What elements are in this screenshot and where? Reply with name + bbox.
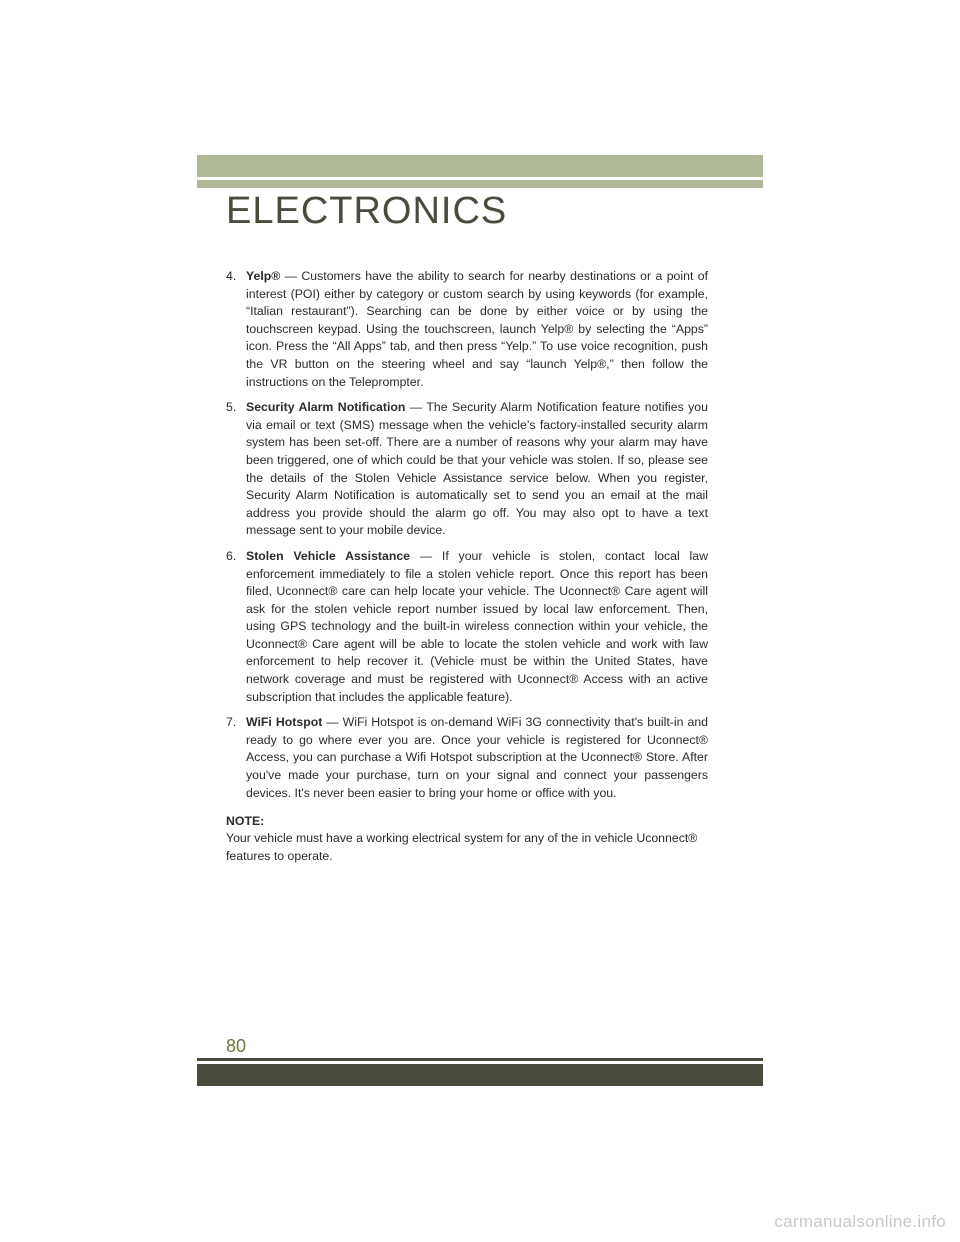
item-description: — Customers have the ability to search for nearby destinations or a point of interest (POI) either by category or custom search by using keywords (for example, “Italian restaurant”). Searching can be done by either voice or by using the touchscreen keypad. Using the touchscreen, launch Yelp® by selecting the “Apps” icon. Press the “All Apps” tab, and then press “Yelp.” To use voice recognition, push the VR button on the steering wheel and say “launch Yelp®,” then follow the instructions on the Teleprompter. [246, 269, 708, 389]
footer-rule [197, 1058, 763, 1061]
item-number: 5. [226, 400, 237, 415]
item-term: Yelp® [246, 269, 281, 283]
section-title: ELECTRONICS [226, 190, 508, 232]
content [226, 268, 708, 865]
item-term: Security Alarm Notification [246, 400, 406, 415]
list-item-wifi-hotspot [226, 714, 708, 802]
item-description: — The Security Alarm Notification feature notifies you via email or text (SMS) message when the vehicle’s factory-installed security alarm system has been set-off. There are a number of reasons why your alarm may have been triggered, one of which could be that your vehicle was stolen. If so, please see the details of the Stolen Vehicle Assistance service below. When you register, Security Alarm Notification is automatically set to send you an email at the mail address you provide should the alarm go off. You may also opt to have a text message sent to your mobile device. [246, 400, 708, 538]
footer-band [197, 1064, 763, 1086]
page-number: 80 [226, 1036, 247, 1056]
item-description: — WiFi Hotspot is on-demand WiFi 3G connectivity that's built-in and ready to go where ever you are. Once your vehicle is registered for Uconnect® Access, you can purchase a Wifi Hotspot subscription at the Uconnect® Store. After you've made your purchase, turn on your signal and connect your passengers devices. It's never been easier to bring your home or office with you. [246, 715, 708, 800]
list-item-stolen-vehicle [226, 548, 708, 706]
list-item-security-alarm [226, 399, 708, 540]
item-description: — If your vehicle is stolen, contact local law enforcement immediately to file a stolen vehicle report. Once this report has been filed, Uconnect® care can help locate your vehicle. The Uconnect® Care agent will ask for the stolen vehicle report number issued by local law enforcement. Then, using GPS technology and the built-in wireless connection within your vehicle, the Uconnect® Care agent will be able to locate the stolen vehicle and work with law enforcement to help recover it. (Vehicle must be within the United States, have network coverage and must be registered with Uconnect® Access with an active subscription that includes the applicable feature). [246, 548, 708, 704]
header-band [197, 155, 763, 177]
item-number: 7. [226, 715, 237, 730]
item-term: Stolen Vehicle Assistance [246, 548, 411, 563]
note-label: NOTE: [226, 814, 265, 829]
item-number: 4. [226, 269, 237, 283]
header-rule [197, 180, 763, 188]
item-number: 6. [226, 548, 237, 563]
item-term: WiFi Hotspot [246, 715, 323, 730]
list-item-yelp [226, 268, 708, 391]
watermark: carmanualsonline.info [774, 1212, 946, 1231]
note-text: Your vehicle must have a working electrical system for any of the in vehicle Uconnect® features to operate. [226, 831, 698, 863]
